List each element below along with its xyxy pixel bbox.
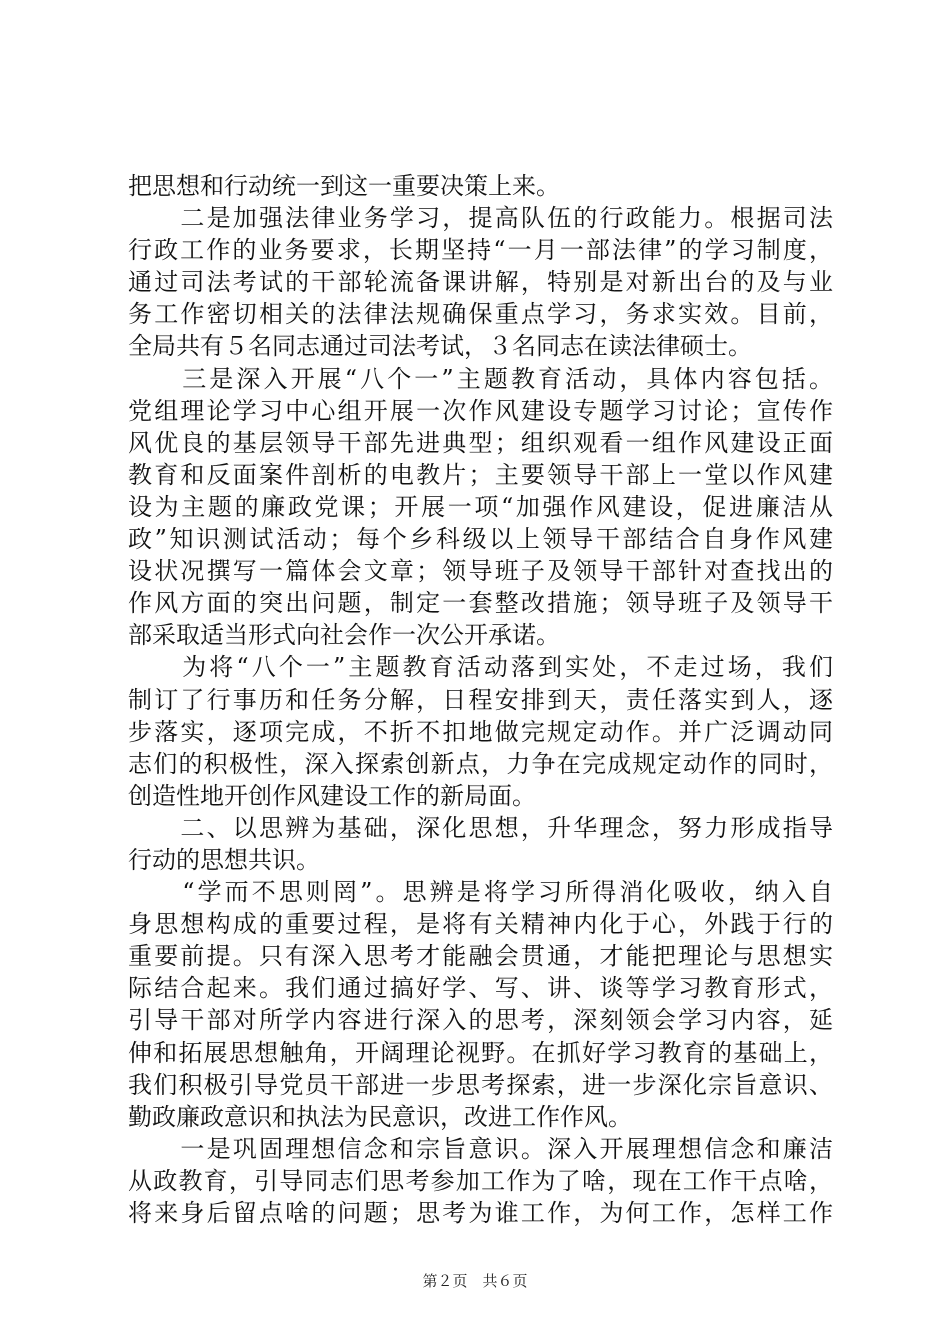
text-line: 从政教育，引导同志们思考参加工作为了啥，现在工作干点啥， [128, 1166, 833, 1195]
text-line: 三是深入开展“八个一”主题教育活动，具体内容包括。 [128, 364, 833, 393]
text-line: 伸和拓展思想触角，开阔理论视野。在抓好学习教育的基础上， [128, 1038, 833, 1067]
text-line: “学而不思则罔”。思辨是将学习所得消化吸收，纳入自 [128, 878, 833, 907]
text-line: 务工作密切相关的法律法规确保重点学习，务求实效。目前， [128, 300, 833, 329]
text-line: 创造性地开创作风建设工作的新局面。 [128, 781, 536, 810]
text-line: 行动的思想共识。 [128, 845, 320, 874]
text-line: 行政工作的业务要求，长期坚持“一月一部法律”的学习制度， [128, 236, 833, 265]
page-number-footer: 第２页 共６页 [422, 1272, 528, 1290]
text-line: 志们的积极性，深入探索创新点，力争在完成规定动作的同时， [128, 749, 833, 778]
text-line: 部采取适当形式向社会作一次公开承诺。 [128, 621, 560, 650]
text-line: 二是加强法律业务学习，提高队伍的行政能力。根据司法 [128, 204, 833, 233]
text-line: 设为主题的廉政党课；开展一项“加强作风建设，促进廉洁从 [128, 492, 833, 521]
text-line: 通过司法考试的干部轮流备课讲解，特别是对新出台的及与业 [128, 268, 833, 297]
text-line: 际结合起来。我们通过搞好学、写、讲、谈等学习教育形式， [128, 974, 833, 1003]
text-line: 步落实，逐项完成，不折不扣地做完规定动作。并广泛调动同 [128, 717, 833, 746]
text-line: 风优良的基层领导干部先进典型；组织观看一组作风建设正面 [128, 428, 833, 457]
text-line: 教育和反面案件剖析的电教片；主要领导干部上一堂以作风建 [128, 460, 833, 489]
document-body [128, 170, 833, 1229]
text-line: 一是巩固理想信念和宗旨意识。深入开展理想信念和廉洁 [128, 1134, 833, 1163]
text-line: 党组理论学习中心组开展一次作风建设专题学习讨论；宣传作 [128, 396, 833, 425]
text-line: 身思想构成的重要过程，是将有关精神内化于心，外践于行的 [128, 910, 833, 939]
text-line: 作风方面的突出问题，制定一套整改措施；领导班子及领导干 [128, 589, 833, 618]
text-line: 把思想和行动统一到这一重要决策上来。 [128, 172, 560, 200]
text-line: 将来身后留点啥的问题；思考为谁工作，为何工作，怎样工作 [128, 1199, 833, 1227]
text-line: 为将“八个一”主题教育活动落到实处，不走过场，我们 [128, 653, 833, 682]
text-line: 政”知识测试活动；每个乡科级以上领导干部结合自身作风建 [128, 525, 833, 554]
text-line: 引导干部对所学内容进行深入的思考，深刻领会学习内容，延 [128, 1006, 833, 1035]
text-line: 我们积极引导党员干部进一步思考探索，进一步深化宗旨意识、 [128, 1070, 833, 1099]
text-line: 制订了行事历和任务分解，日程安排到天，责任落实到人，逐 [128, 685, 833, 714]
text-line: 二、以思辨为基础，深化思想，升华理念，努力形成指导 [128, 813, 833, 842]
text-line: 设状况撰写一篇体会文章；领导班子及领导干部针对查找出的 [128, 557, 833, 586]
text-line: 全局共有５名同志通过司法考试，３名同志在读法律硕士。 [128, 332, 752, 361]
text-line: 重要前提。只有深入思考才能融会贯通，才能把理论与思想实 [128, 942, 833, 971]
text-line: 勤政廉政意识和执法为民意识，改进工作作风。 [128, 1102, 632, 1131]
